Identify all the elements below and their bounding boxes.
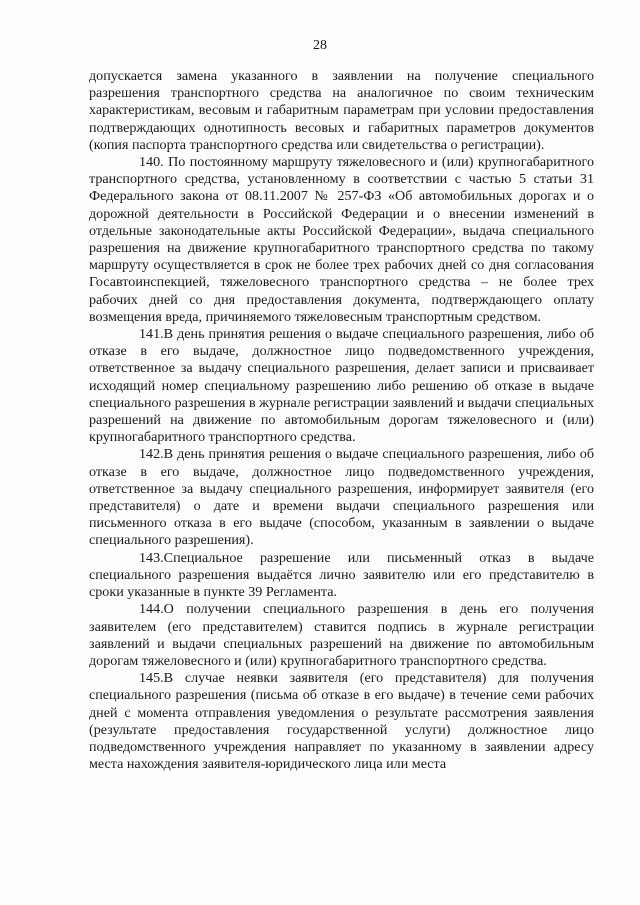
paragraph-continuation: допускается замена указанного в заявлении на получение специального разрешения транспортного средства на аналогичное по своим техническим характеристикам, весовым и габаритным параметрам при условии предоставления подтверждающих однотипность весовых и габаритных параметров документов (копия паспорта транспортного средства или свидетельства о регистрации). <box>89 68 594 153</box>
paragraph-140: 140. По постоянному маршруту тяжеловесного и (или) крупногабаритного транспортного средства, установленному в соответствии с частью 5 статьи 31 Федерального закона от 08.11.2007 № 257-ФЗ «Об автомобильных дорогах и о дорожной деятельности в Российской Федерации и о внесении изменений в отдельные законодательные акты Российской Федерации», выдача специального разрешения на движение крупногабаритного транспортного средства по такому маршруту осуществляется в срок не более трех рабочих дней со дня согласования Госавтоинспекцией, тяжеловесного транспортного средства – не более трех рабочих дней со дня предоставления документа, подтверждающего оплату возмещения вреда, причиняемого тяжеловесным транспортным средством. <box>89 154 594 325</box>
document-body <box>89 68 594 773</box>
paragraph-142: 142.В день принятия решения о выдаче специального разрешения, либо об отказе в его выдаче, должностное лицо подведомственного учреждения, ответственное за выдачу специального разрешения, информирует заявителя (его представителя) о дате и времени выдачи специального разрешения или письменного отказа в его выдаче (способом, указанным в заявлении о выдаче специального разрешения). <box>89 446 594 549</box>
paragraph-143: 143.Специальное разрешение или письменный отказ в выдаче специального разрешения выдаётся лично заявителю или его представителю в сроки указанные в пункте 39 Регламента. <box>89 549 594 601</box>
paragraph-145: 145.В случае неявки заявителя (его представителя) для получения специального разрешения (письма об отказе в его выдаче) в течение семи рабочих дней с момента отправления уведомления о результате рассмотрения заявления (результате предоставления государственной услуги) должностное лицо подведомственного учреждения направляет по указанному в заявлении адресу места нахождения заявителя-юридического лица или места <box>89 670 594 773</box>
paragraph-144: 144.О получении специального разрешения в день его получения заявителем (его представителем) ставится подпись в журнале регистрации заявлений и выдачи специальных разрешений на движение по автомобильным дорогам тяжеловесного и (или) крупногабаритного транспортного средства. <box>89 601 594 669</box>
page-number: 28 <box>313 38 327 53</box>
paragraph-141: 141.В день принятия решения о выдаче специального разрешения, либо об отказе в его выдаче, должностное лицо подведомственного учреждения, ответственное за выдачу специального разрешения, делает записи и присваивает исходящий номер специальному разрешению либо решению об отказе в выдаче специального разрешения в журнале регистрации заявлений и выдачи специальных разрешений на движение по автомобильным дорогам тяжеловесного и (или) крупногабаритного транспортного средства. <box>89 326 594 446</box>
